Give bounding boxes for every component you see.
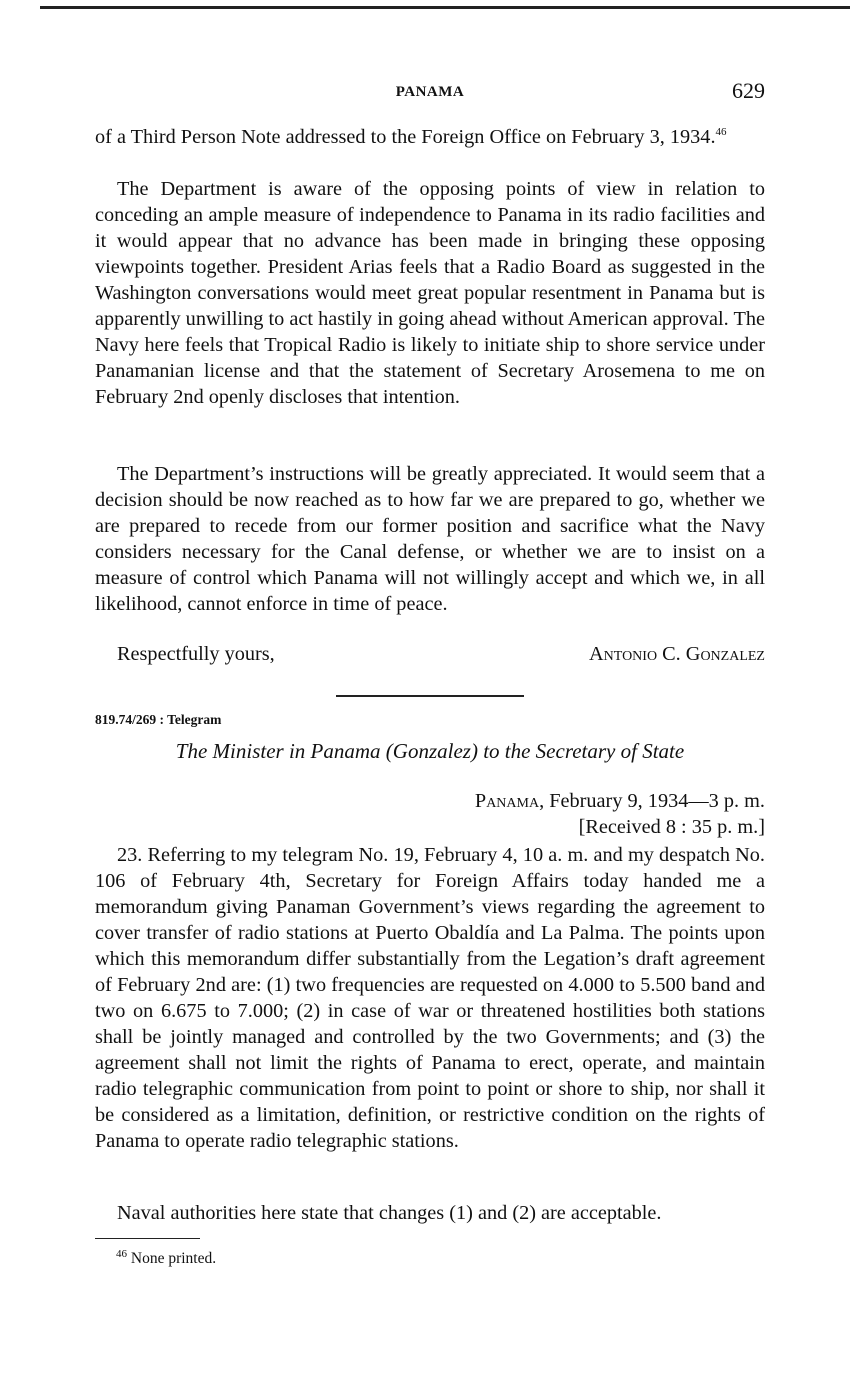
paragraph-continuation — [95, 124, 765, 150]
paragraph-naval-authorities: Naval authorities here state that changes (1) and (2) are acceptable. — [117, 1202, 662, 1224]
footnote-reference: 46 — [715, 126, 727, 139]
received-time: [Received 8 : 35 p. m.] — [578, 816, 765, 838]
running-head — [95, 78, 765, 108]
paragraph-telegram-body: 23. Referring to my telegram No. 19, February 4, 10 a. m. and my despatch No. 106 of February 4th, Secretary for Foreign Affairs today handed me a memorandum giving Panaman Government’s views regarding the agreement to cover transfer of radio stations at Puerto Obaldía and La Palma. The points upon which this memorandum differ substantially from the Legation’s draft agreement of February 2nd are: (1) two frequencies are requested on 4.000 to 5.500 band and two on 6.675 to 7.000; (2) in case of war or threatened hostilities both stations shall be jointly managed and controlled by the two Governments; and (3) the agreement shall not limit the rights of Panama to erect, operate, and maintain radio telegraphic communication from point to point or shore to ship, nor shall it be considered as a limitation, definition, or restrictive condition on the rights of Panama to operate radio telegraphic stations. — [95, 844, 765, 1152]
file-reference: 819.74/269 : Telegram — [95, 712, 222, 727]
closing-phrase: Respectfully yours, — [117, 643, 275, 665]
section-divider — [336, 695, 524, 697]
paragraph-department-instructions: The Department’s instructions will be greatly appreciated. It would seem that a decision should be now reached as to how far we are prepared to go, whether we are prepared to recede from our former position and sacrifice what the Navy considers necessary for the Canal defense, or whether we are to insist on a measure of control which Panama will not willingly accept and which we, in all likelihood, cannot enforce in time of peace. — [95, 463, 765, 615]
footnote-marker: 46 — [116, 1247, 127, 1260]
dateline — [95, 788, 765, 814]
footnote — [116, 1247, 217, 1268]
paragraph-text: of a Third Person Note addressed to the Foreign Office on February 3, 1934. — [95, 126, 716, 148]
letter-closing — [95, 643, 765, 671]
footnote-text: None printed. — [127, 1250, 217, 1267]
page-number: 629 — [732, 78, 765, 103]
document-heading: The Minister in Panama (Gonzalez) to the Secretary of State — [175, 739, 685, 763]
signature: Antonio C. Gonzalez — [589, 643, 765, 665]
running-title: PANAMA — [395, 84, 465, 100]
top-border-rule — [40, 6, 850, 9]
dateline-place: Panama, — [474, 790, 545, 812]
paragraph-department-aware: The Department is aware of the opposing points of view in relation to conceding an ample measure of independence to Panama in its radio facilities and it would appear that no advance has been made in bringing these opposing viewpoints together. President Arias feels that a Radio Board as suggested in the Washington conversations would meet great popular resentment in Panama but is apparently unwilling to act hastily in going ahead without American approval. The Navy here feels that Tropical Radio is likely to initiate ship to shore service under Panamanian license and that the statement of Secretary Arosemena to me on February 2nd openly discloses that intention. — [95, 178, 765, 408]
footnote-rule — [95, 1238, 200, 1239]
dateline-date: February 9, 1934—3 p. m. — [544, 790, 765, 812]
